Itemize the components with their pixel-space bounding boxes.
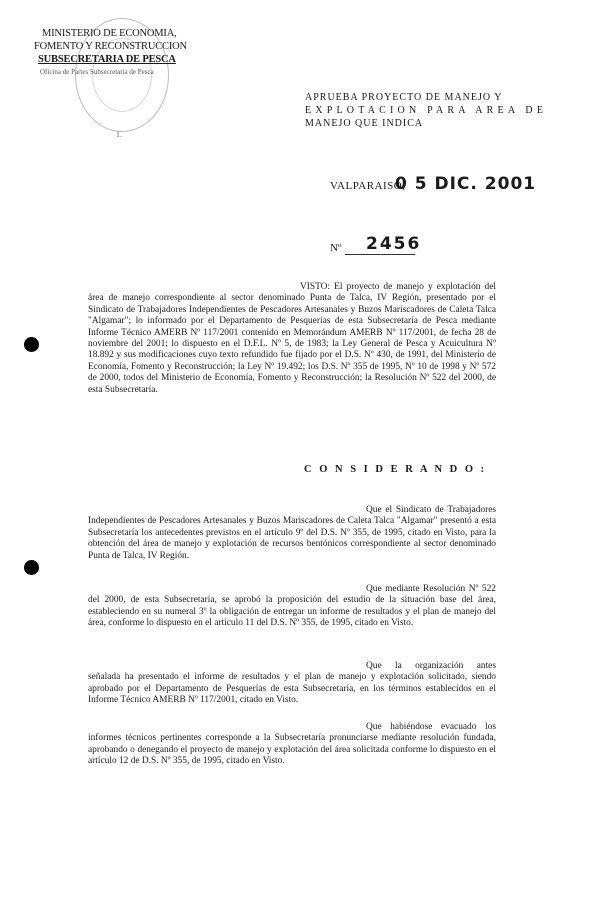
number-label: Nº <box>330 242 342 254</box>
considerando-paragraph-4: Que habiéndose evacuado los informes técnicos pertinentes corresponde a la Subsecretaría pronunciarse mediante resolución fundada, aprobando o denegando el proyecto de manejo y explotación del área solicitada conforme lo dispuesto en el artículo 12 de D.S. Nº 355, de 1995, citado en Visto. <box>88 722 496 767</box>
considerando-paragraph-1: Que el Sindicato de Trabajadores Independientes de Pescadores Artesanales y Buzos Mariscadores de Caleta Talca "Algamar" presentó a esta Subsecretaría los antecedentes previstos en el artículo 9º del D.S. Nº 355, de 1995, citado en Visto, para la obtención del área de manejo y explotación de recursos bentónicos correspondiente al sector denominado Punta de Talca, IV Región. <box>88 505 496 561</box>
date-stamp: 0 5 DIC. 2001 <box>395 174 537 194</box>
punch-hole-bottom <box>24 560 39 575</box>
ministry-line-1: MINISTERIO DE ECONOMIA, <box>42 28 177 39</box>
ministry-line-2: FOMENTO Y RECONSTRUCCION <box>34 41 187 52</box>
doc-title-line-3: MANEJO QUE INDICA <box>305 118 424 129</box>
subsecretaria-line: SUBSECRETARIA DE PESCA <box>38 54 176 65</box>
resolution-number: 2456 <box>366 234 422 254</box>
doc-title-line-1: APRUEBA PROYECTO DE MANEJO Y <box>305 92 503 103</box>
date-place: VALPARAISO, <box>330 180 406 192</box>
considerando-paragraph-2: Que mediante Resolución Nº 522 del 2000, de esta Subsecretaría, se aprobó la proposición del estudio de la situación base del área, estableciendo en su numeral 3º la obligación de entregar un informe de resultados y el plan de manejo del área, conforme lo dispuesto en el artículo 11 del D.S. Nº 355, de 1995, citado en Visto. <box>88 584 496 629</box>
punch-hole-top <box>24 337 39 352</box>
visto-paragraph: VISTO: El proyecto de manejo y explotación del área de manejo correspondiente al sector denominado Punta de Talca, IV Región, presentado por el Sindicato de Trabajadores Independientes de Pescadores Artesanales y Buzos Mariscadores de Caleta Talca "Algamar"; lo informado por el Departamento de Pesquerías de esta Subsecretaría de Pesca mediante Informe Técnico AMERB Nº 117/2001 contenido en Memorándum AMERB Nº 117/2001, de fecha 28 de noviembre del 2001; lo dispuesto en el D.F.L. Nº 5, de 1983; la Ley General de Pesca y Acuicultura Nº 18.892 y sus modificaciones cuyo texto refundido fue fijado por el D.S. Nº 430, de 1991, del Ministerio de Economía, Fomento y Reconstrucción; la Ley Nº 19.492; los D.S. Nº 355 de 1995, Nº 10 de 1998 y Nº 572 de 2000, todos del Ministerio de Economía, Fomento y Reconstrucción; la Resolución Nº 522 del 2000, de esta Subsecretaría. <box>88 282 496 395</box>
number-underline <box>345 254 415 255</box>
doc-title-line-2: EXPLOTACION PARA AREA DE <box>305 105 548 116</box>
corner-mark: 1. <box>116 130 122 139</box>
considerando-heading: C O N S I D E R A N D O : <box>304 464 487 475</box>
considerando-paragraph-3: Que la organización antes señalada ha presentado el informe de resultados y el plan de manejo y explotación solicitado, siendo aprobado por el Departamento de Pesquerías de esta Subsecretaría, en los términos establecidos en el Informe Técnico AMERB Nº 117/2001, citado en Visto. <box>88 661 496 706</box>
seal-note: Oficina de Partes Subsecretaria de Pesca <box>40 68 154 76</box>
